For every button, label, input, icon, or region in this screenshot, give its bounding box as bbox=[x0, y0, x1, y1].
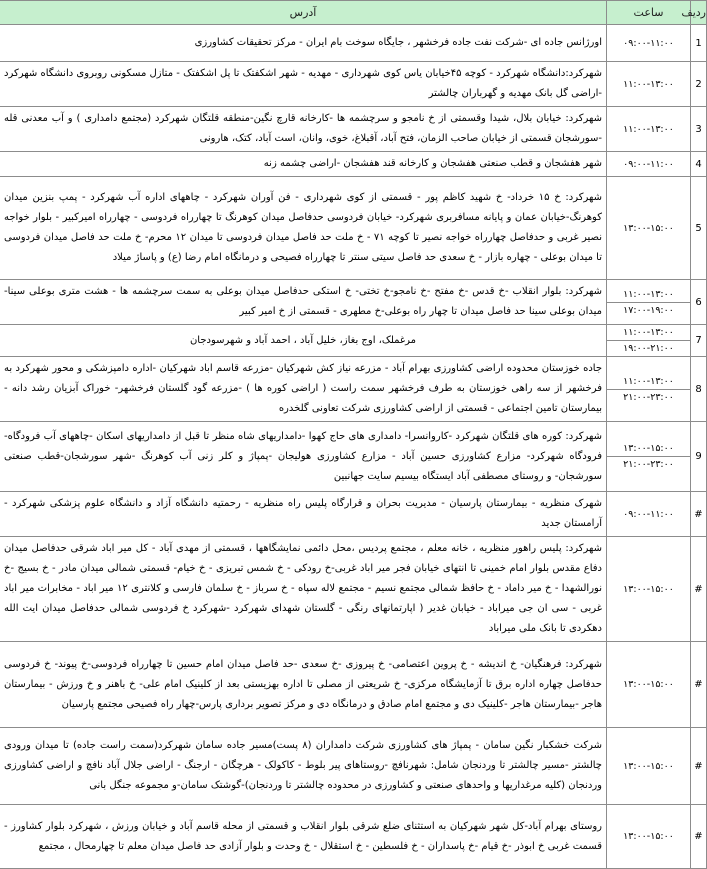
table-row bbox=[0, 422, 707, 492]
time-cell[interactable]: ۱۱:۰۰-۱۳:۰۰ bbox=[607, 62, 691, 107]
time-cell[interactable]: ۱۱:۰۰-۱۳:۰۰ bbox=[607, 107, 691, 152]
address-cell[interactable]: شهرکرد: فرهنگیان- خ اندیشه - خ پروین اعتصامی- خ پیروزی -خ سعدی -حد فاصل میدان امام حسین تا چهارراه فردوسی-خ پیوند- خ فردوسی حدفاصل چهاره اداره برق تا آزمایشگاه مرکزی- خ شریعتی از مصلی تا اداره بهزیستی بعد از کلینیک امام علی- خ باهنر و خ ورزش - بیمارستان هاجر -بیمارستان هاجر -کلینیک دی و مجتمع امام صادق و درمانگاه دی و مرکز تصویر برداری پارس-چهار راه فصیحی مجتمع پارسیان bbox=[0, 642, 607, 728]
table-row bbox=[0, 357, 707, 422]
time-cell[interactable]: ۱۳:۰۰-۱۵:۰۰ bbox=[607, 177, 691, 280]
address-cell[interactable]: شرکت خشکبار نگین سامان - پمپاژ های کشاورزی شرکت دامداران (۸ پست)مسیر جاده سامان شهرکرد(سمت راست جاده) تا میدان ورودی چالشتر -مسیر چالشتر تا وردنجان شامل: شهرنافچ -روستاهای پیر بلوط - کاکولک - هرچگان - ارجنگ - اراضی جلال آباد نافچ و اراضی کشاورزی وردنجان (کلیه مرغداریها و واحدهای صنعتی و کشاورزی در محدوده چالشتر تا وردنجان)-گوشتک سامان-و مجموعه جنگل بانی bbox=[0, 728, 607, 805]
table-row bbox=[0, 107, 707, 152]
address-cell[interactable]: شهرک منظریه - بیمارستان پارسیان - مدیریت بحران و قرارگاه پلیس راه منظریه - رحمتیه دانشگاه آزاد و دانشگاه علوم پزشکی شهرکرد - آرامستان جدید bbox=[0, 492, 607, 537]
row-number-cell[interactable]: 5 bbox=[691, 177, 707, 280]
address-cell[interactable]: روستای بهرام آباد-کل شهر شهرکیان به استثنای ضلع شرقی بلوار انقلاب و قسمتی از محله قاسم آباد و خیابان ورزش ، شهرکرد بلوار کشاورز - قسمت غربی خ ابوذر -خ قیام -خ پاسداران - خ فلسطین - خ استقلال - خ وحدت و بلوار آزادی حد فاصل میدان معلم تا چهارمحال ، مجتمع bbox=[0, 805, 607, 869]
time-slot: ۱۳:۰۰-۱۵:۰۰ bbox=[623, 443, 674, 454]
address-cell[interactable]: شهرکرد: خ ۱۵ خرداد- خ شهید کاظم پور - قسمتی از کوی شهرداری - فن آوران شهرکرد - چاههای اداره آب شهرکرد - پمپ بنزین میدان کوهرنگ-خیابان عمان و پایانه مسافربری شهرکرد- خیابان فردوسی حدفاصل میدان کوهرنگ تا چهارراه فردوسی - چهارراه امیرکبیر - بلوار خواجه نصیر غربی و حدفاصل چهارراه خواجه نصیر تا کوچه ۷۱ - خ ملت حد فاصل میدان فردوسی تا میدان ۱۲ محرم- خ ملت حد فاصل میدان فردوسی تا میدان بوعلی - چهاره بازار - خ سعدی حد فاصل سیتی سنتر تا چهارراه فصیحی و درمانگاه امام رضا (ع) و پاساژ میلاد bbox=[0, 177, 607, 280]
row-number-cell[interactable]: # bbox=[691, 805, 707, 869]
row-number-cell[interactable]: 9 bbox=[691, 422, 707, 492]
address-cell[interactable]: اورژانس جاده ای -شرکت نفت جاده فرخشهر ، جایگاه سوخت بام ایران - مرکز تحقیقات کشاورزی bbox=[0, 25, 607, 62]
time-slot: ۱۱:۰۰-۱۳:۰۰ bbox=[623, 288, 674, 300]
time-header[interactable]: ساعت bbox=[607, 1, 691, 25]
row-number-cell[interactable]: # bbox=[691, 642, 707, 728]
time-cell[interactable] bbox=[607, 357, 691, 422]
time-slot: ۱۱:۰۰-۱۳:۰۰ bbox=[623, 375, 674, 387]
table-row bbox=[0, 325, 707, 357]
row-number-cell[interactable]: # bbox=[691, 492, 707, 537]
address-cell[interactable]: شهرکرد: کوره های قلتگان شهرکرد -کاروانسرا- دامداری های حاج کهوا -دامداریهای شاه منظر تا قبل از دامداریهای اسکان -چاههای آب فرودگاه- فرودگاه شهرکرد- مزارع کشاورزی حسین آباد - مزارع کشاورزی هولیجان -پمپاژ و کلر زنی آب کوهرنگ -شهر سورشجان-قطب صنعتی سورشجان- و روستای مصطفی آباد ایستگاه بیسیم سایت جهانبین bbox=[0, 422, 607, 492]
table-row bbox=[0, 537, 707, 642]
time-cell[interactable]: ۱۳:۰۰-۱۵:۰۰ bbox=[607, 728, 691, 805]
row-number-cell[interactable]: 1 bbox=[691, 25, 707, 62]
table-row bbox=[0, 62, 707, 107]
address-cell[interactable]: شهر هفشجان و قطب صنعتی هفشجان و کارخانه قند هفشجان -اراضی چشمه زنه bbox=[0, 152, 607, 177]
time-slot: ۱۷:۰۰-۱۹:۰۰ bbox=[607, 302, 690, 318]
table-row bbox=[0, 152, 707, 177]
row-number-cell[interactable]: 4 bbox=[691, 152, 707, 177]
address-cell[interactable]: شهرکرد:دانشگاه شهرکرد - کوچه ۴۵خیابان یاس کوی شهرداری - مهدیه - شهر اشکفتک تا پل اشکفتک - متازل مسکونی روبروی دانشگاه شهرکرد -اراضی گل بانک مهدیه و گهرباران چالشتر bbox=[0, 62, 607, 107]
row-number-cell[interactable]: 6 bbox=[691, 280, 707, 325]
time-cell[interactable]: ۰۹:۰۰-۱۱:۰۰ bbox=[607, 25, 691, 62]
row-number-cell[interactable]: 7 bbox=[691, 325, 707, 357]
row-number-cell[interactable]: 3 bbox=[691, 107, 707, 152]
row-number-cell[interactable]: # bbox=[691, 537, 707, 642]
row-number-cell[interactable]: 2 bbox=[691, 62, 707, 107]
time-slot: ۱۹:۰۰-۲۱:۰۰ bbox=[607, 340, 690, 356]
time-cell[interactable] bbox=[607, 325, 691, 357]
time-slot: ۱۱:۰۰-۱۳:۰۰ bbox=[623, 327, 674, 338]
table-row bbox=[0, 25, 707, 62]
table-row bbox=[0, 805, 707, 869]
time-cell[interactable]: ۱۳:۰۰-۱۵:۰۰ bbox=[607, 805, 691, 869]
row-number-cell[interactable]: # bbox=[691, 728, 707, 805]
address-cell[interactable]: شهرکرد: بلوار انقلاب -خ قدس -خ مفتح -خ نامجو-خ تختی- خ استکی حدفاصل میدان بوعلی به سمت سرچشمه ها - هشت متری بوعلی سینا- میدان بوعلی سینا حد فاصل میدان تا چهار راه بوعلی-خ مطهری - قسمتی از خ امیر کبیر bbox=[0, 280, 607, 325]
table-row bbox=[0, 492, 707, 537]
table-row bbox=[0, 728, 707, 805]
address-cell[interactable]: شهرکرد: خیابان بلال، شیدا وقسمتی از خ نامجو و سرچشمه ها -کارخانه قارچ نگین-منطقه قلتگان شهرکرد (مجتمع دامداری ) و آب معدنی قله -سورشجان قسمتی از خیابان صاحب الزمان، فتح آباد، آقبلاغ، خوی، وانان، است آباد، کتک، هارونی bbox=[0, 107, 607, 152]
time-cell[interactable] bbox=[607, 280, 691, 325]
row-number-cell[interactable]: 8 bbox=[691, 357, 707, 422]
table-row bbox=[0, 642, 707, 728]
table-row bbox=[0, 177, 707, 280]
time-cell[interactable] bbox=[607, 422, 691, 492]
address-cell[interactable]: شهرکرد: پلیس راهور منظریه ، خانه معلم ، مجتمع پردیس ،محل دائمی نمایشگاهها ، قسمتی از مهدی آباد - کل میر اباد شرقی حدفاصل میدان دفاع مقدس بلوار امام خمینی تا انتهای خیابان فجر میر اباد غربی-خ رودکی - خ شمس تبریزی - خ خیام- قسمتی شمالی میدان مادر - خ بسیج -خ نورالشهدا - خ میر داماد - خ حافظ شمالی مجتمع نسیم - مجتمع لاله سپاه - خ سرباز - خ سلمان فارسی و کلانتری ۱۲ میر اباد - مخابرات میر اباد غربی - سی ان جی میراباد - خیابان غدیر ( اپارتمانهای رنگی - گلستان شهدای شهرکرد -شهرکرد خ فردوسی شمالی حدفاصل میدان ایت الله دهکردی تا بانک ملی میراباد bbox=[0, 537, 607, 642]
table-row bbox=[0, 280, 707, 325]
time-cell[interactable]: ۱۳:۰۰-۱۵:۰۰ bbox=[607, 642, 691, 728]
time-cell[interactable]: ۰۹:۰۰-۱۱:۰۰ bbox=[607, 152, 691, 177]
row-number-header[interactable]: ردیف bbox=[691, 1, 707, 25]
address-cell[interactable]: مرغملک، اوج بغاز، خلیل آباد ، احمد آباد و شهرسودجان bbox=[0, 325, 607, 357]
header-row bbox=[0, 1, 707, 25]
time-slot: ۲۱:۰۰-۲۳:۰۰ bbox=[607, 389, 690, 405]
time-slot: ۲۱:۰۰-۲۳:۰۰ bbox=[607, 456, 690, 472]
time-cell[interactable]: ۰۹:۰۰-۱۱:۰۰ bbox=[607, 492, 691, 537]
time-cell[interactable]: ۱۳:۰۰-۱۵:۰۰ bbox=[607, 537, 691, 642]
address-cell[interactable]: جاده خوزستان محدوده اراضی کشاورزی بهرام آباد - مزرعه نیاز کش شهرکیان -مزرعه قاسم اباد شهرکیان -اداره دامپزشکی و محور شهرکرد به فرخشهر از سه راهی خوزستان به طرف فرخشهر سمت راست ( اراضی کوره ها ) -مزرعه گود گلستان فرخشهر- خوراک آبزیان رشد دانه - بیمارستان تامین اجتماعی - قسمتی از اراضی کشاورزی شرکت تعاونی گلخدره bbox=[0, 357, 607, 422]
address-header[interactable]: آدرس bbox=[0, 1, 607, 25]
